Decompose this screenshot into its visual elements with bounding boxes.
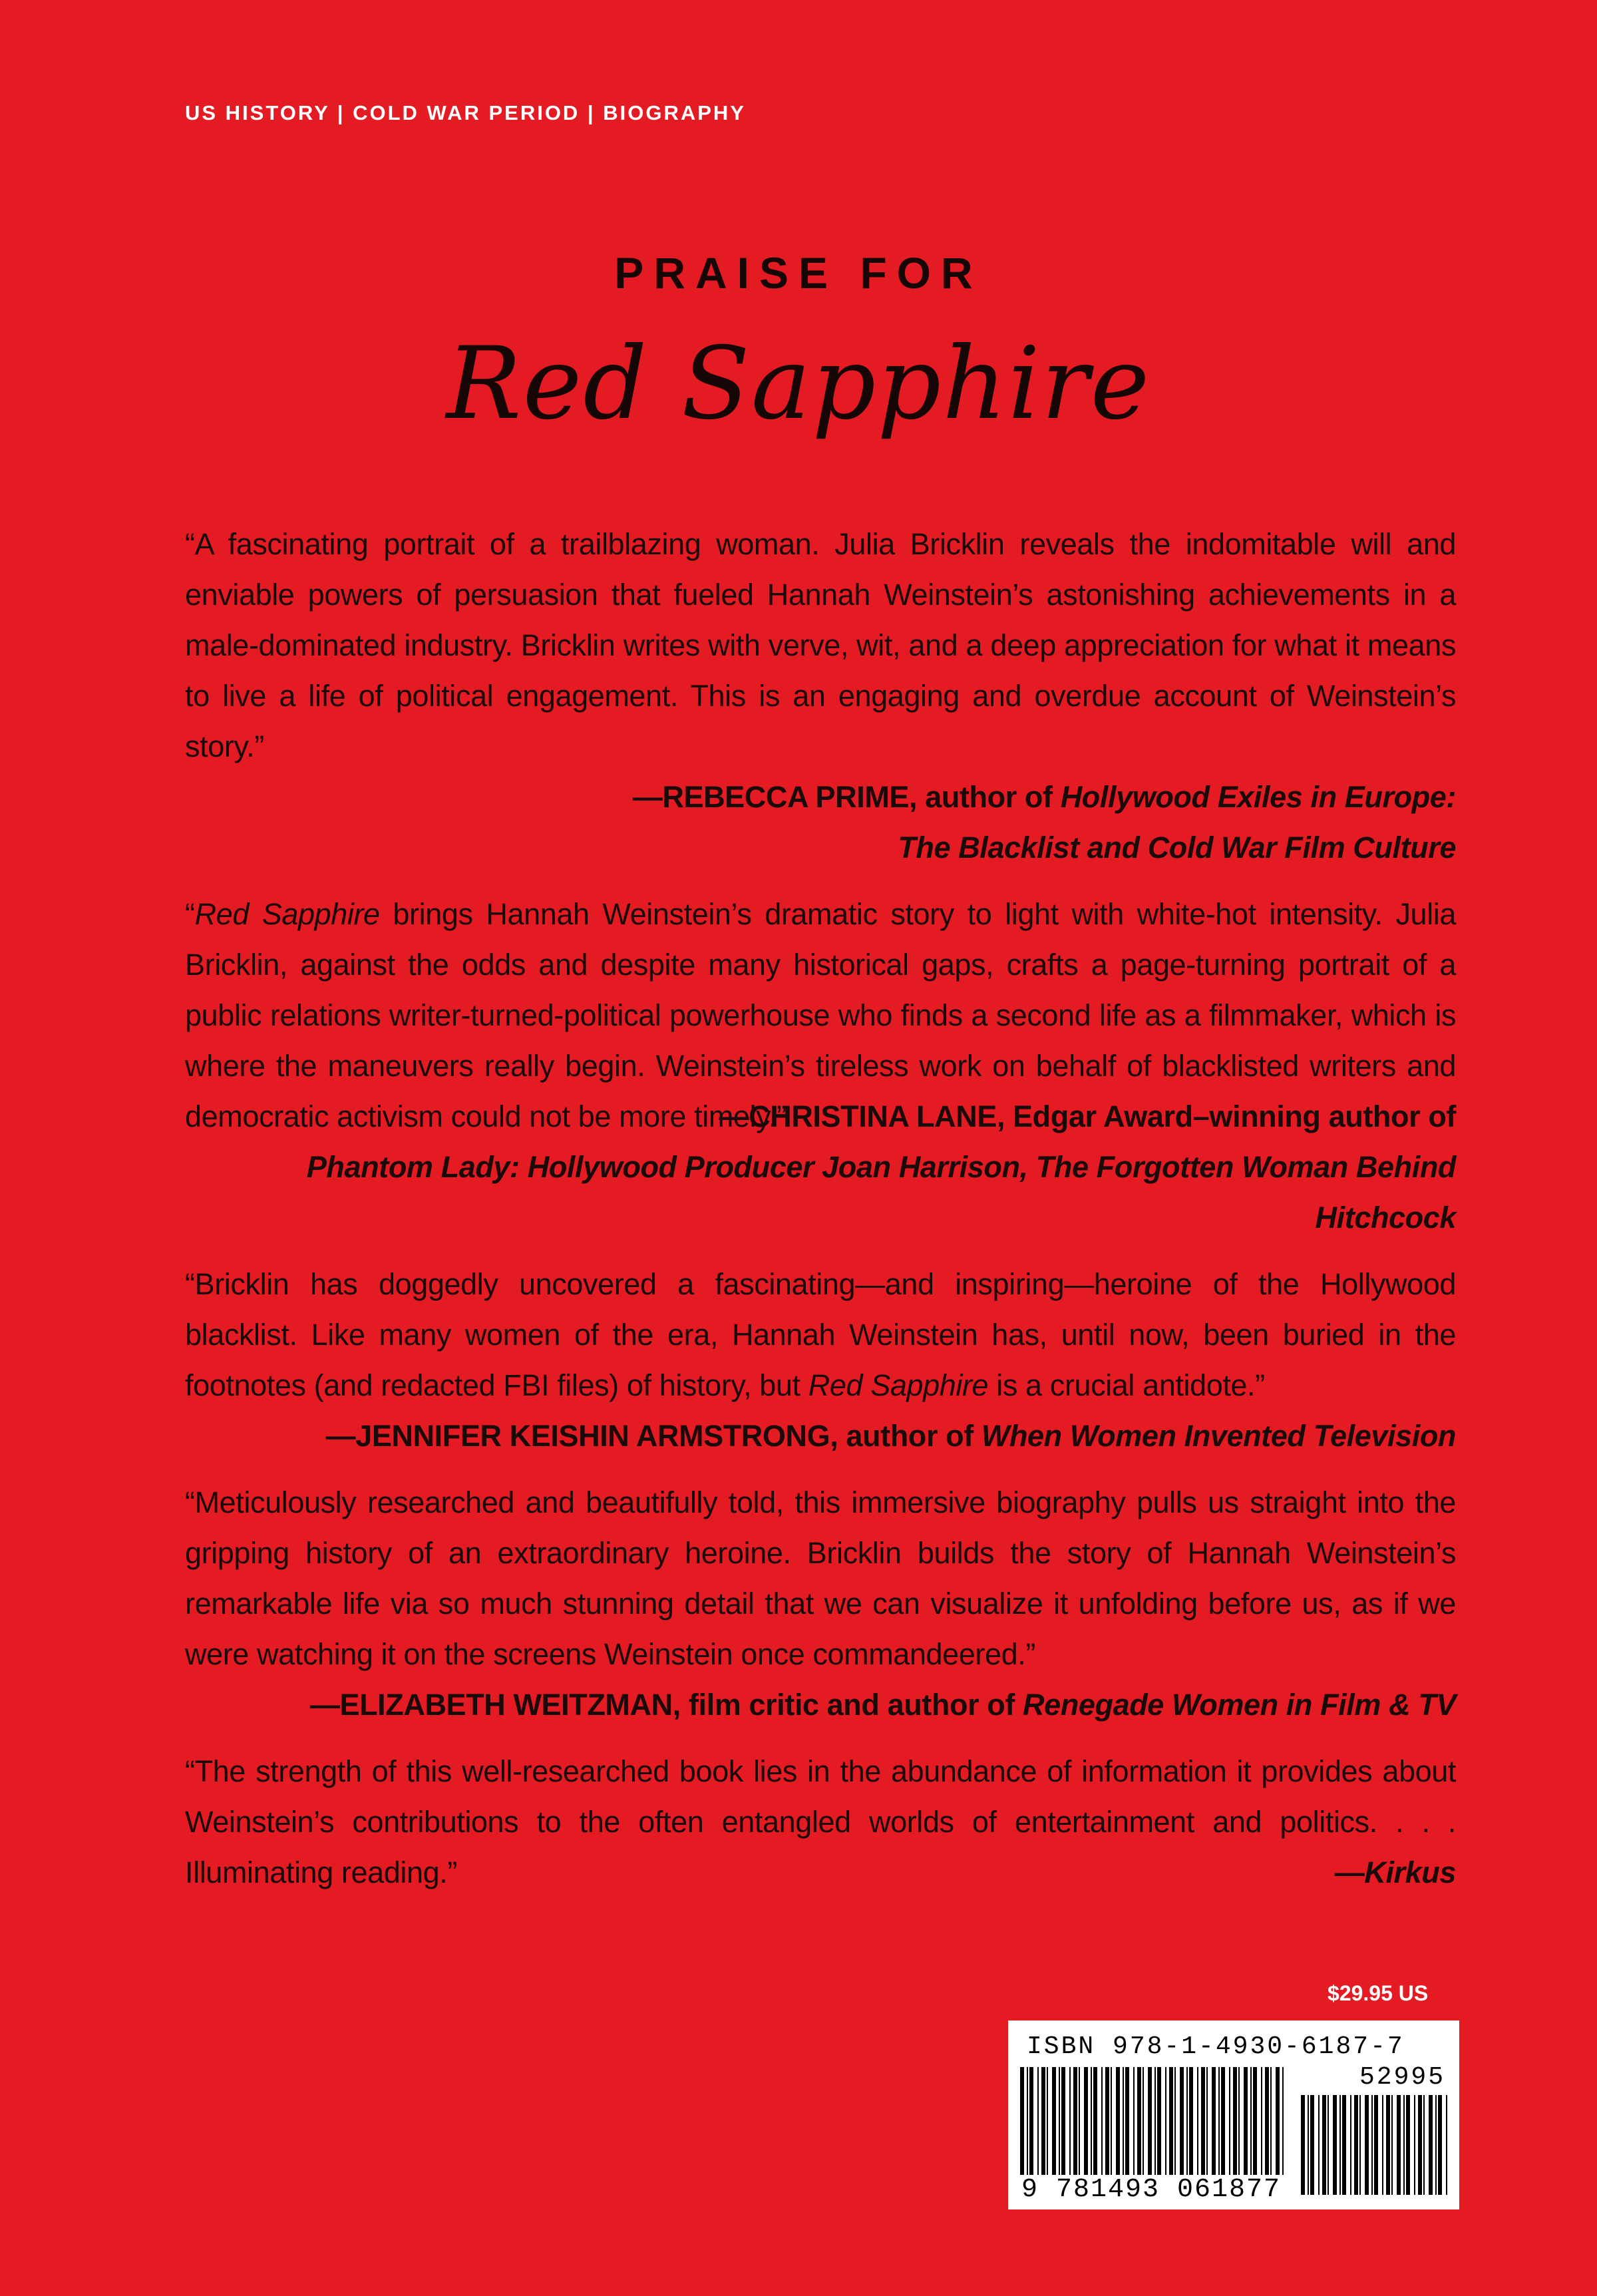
quote-body: “Bricklin has doggedly uncovered a fascinating—and inspiring—heroine of the Hollywood blacklist. Like many women of the era, Hannah Weinstein has, until now, been buried in the footnotes (and redacted FBI files) of history, but: [185, 1267, 1456, 1402]
barcode-bar: [1318, 2095, 1320, 2195]
quote-block: [185, 889, 1456, 1243]
attribution-name: —ELIZABETH WEITZMAN, film critic and author of: [309, 1688, 1023, 1722]
isbn-label: ISBN 978-1-4930-6187-7: [1027, 2032, 1405, 2061]
barcode-bar: [1403, 2095, 1405, 2195]
quote-body-end: is a crucial antidote.”: [988, 1368, 1265, 1402]
quote-text: “Meticulously researched and beautifully told, this immersive biography pulls us straight into the gripping history of an extraordinary heroine. Bricklin builds the story of Hannah Weinstein’s remarkable life via so much stunning detail that we can visualize it unfolding before us, as if we were watching it on the screens Weinstein once commandeered.”: [185, 1485, 1456, 1671]
barcode-bar: [1438, 2095, 1442, 2195]
barcode-bar: [1350, 2095, 1351, 2195]
quote-block: [185, 1259, 1456, 1461]
barcode-bar: [1382, 2095, 1383, 2195]
barcode-bar: [1371, 2095, 1373, 2195]
barcode-bar: [1365, 2095, 1369, 2195]
attribution-work: Phantom Lady: Hollywood Producer Joan Harrison, The Forgotten Woman Behind Hitchcock: [306, 1150, 1456, 1235]
quote-body: brings Hannah Weinstein’s dramatic story to light with white-hot intensity. Julia Bricklin, against the odds and despite many historical gaps, crafts a page-turning portrait of a public relations writer-turned-political powerhouse who finds a second life as a filmmaker, which is where the maneuvers really begin. Weinstein’s tireless work on behalf of blacklisted writers and democratic activism could not be more timely.”: [185, 897, 1456, 1133]
attribution-name: —: [1334, 1855, 1365, 1889]
barcode-bar: [1301, 2095, 1305, 2195]
barcode-bar: [1435, 2095, 1437, 2195]
quote-attribution: [185, 1411, 1456, 1461]
category-line: US HISTORY | COLD WAR PERIOD | BIOGRAPHY: [185, 101, 746, 124]
attribution-name: —REBECCA PRIME, author of: [632, 780, 1061, 814]
attribution-work-continued: The Blacklist and Cold War Film Culture: [898, 831, 1456, 864]
attribution-name: —JENNIFER KEISHIN ARMSTRONG, author of: [325, 1419, 981, 1453]
attribution-work: Hollywood Exiles in Europe:: [1060, 780, 1456, 814]
attribution-work: Renegade Women in Film & TV: [1023, 1688, 1456, 1722]
barcode-bar: [1446, 2095, 1447, 2195]
quote-book-title: Red Sapphire: [194, 897, 380, 931]
quote-text: [185, 1259, 1456, 1411]
quote-block: [185, 1477, 1456, 1730]
barcode-bar: [1333, 2095, 1337, 2195]
barcode-bar: [1423, 2095, 1425, 2195]
quote-text: “A fascinating portrait of a trailblazing woman. Julia Bricklin reveals the indomitable will and enviable powers of persuasion that fueled Hannah Weinstein’s astonishing achievements in a male-dominated industry. Bricklin writes with verve, wit, and a deep appreciation for what it means to live a life of political engagement. This is an engaging and overdue account of Weinstein’s story.”: [185, 527, 1456, 763]
quote-block: [185, 519, 1456, 873]
ean-digits: 9 781493 061877: [1019, 2175, 1284, 2205]
barcode-bar: [1322, 2095, 1326, 2195]
quote-text: “Red Sapphire brings Hannah Weinstein’s dramatic story to light with white-hot intensity. Julia Bricklin, against the odds and despite many historical gaps, crafts a page-turning portrait of a public relations writer-turned-political powerhouse who finds a second life as a filmmaker, which is where the maneuvers really begin. Weinstein’s tireless work on behalf of blacklisted writers and democratic activism could not be more timely.”: [185, 897, 1456, 1133]
barcode-bar: [1406, 2095, 1410, 2195]
quote-attribution: [185, 772, 1456, 873]
barcode-bar: [1328, 2095, 1329, 2195]
barcode-bar: [1342, 2095, 1346, 2195]
quotes-section: [185, 519, 1456, 1898]
quote-block: [185, 1746, 1456, 1898]
barcode-bar: [1391, 2095, 1393, 2195]
barcode-bar: [1310, 2095, 1314, 2195]
attribution-work: When Women Invented Television: [981, 1419, 1456, 1453]
barcode-bar: [1354, 2095, 1358, 2195]
quote-text: “The strength of this well-researched book lies in the abundance of information it provides about Weinstein’s contributions to the often entangled worlds of entertainment and politics. . . . Illuminating reading.”: [185, 1754, 1456, 1889]
price-code-label: 52995: [1359, 2063, 1446, 2092]
attribution-work: Kirkus: [1364, 1855, 1456, 1889]
barcode-bar: [1386, 2095, 1390, 2195]
barcode-bar: [1397, 2095, 1401, 2195]
barcode-box: [1008, 2020, 1459, 2209]
barcode-bar: [1429, 2095, 1433, 2195]
price-label: $29.95 US: [1328, 1981, 1429, 2005]
quote-book-title: Red Sapphire: [808, 1368, 989, 1402]
barcode-bar: [1308, 2095, 1309, 2195]
barcode-bar: [1374, 2095, 1378, 2195]
book-title: Red Sapphire: [446, 326, 1151, 442]
quote-attribution: [185, 1680, 1456, 1730]
barcode-bar: [1359, 2095, 1361, 2195]
attribution-name: —CHRISTINA LANE, Edgar Award–winning author of: [719, 1099, 1456, 1133]
barcode-bar: [1418, 2095, 1422, 2195]
barcode-bar: [1414, 2095, 1415, 2195]
barcode-bar: [1339, 2095, 1341, 2195]
praise-heading: PRAISE FOR: [614, 248, 983, 297]
